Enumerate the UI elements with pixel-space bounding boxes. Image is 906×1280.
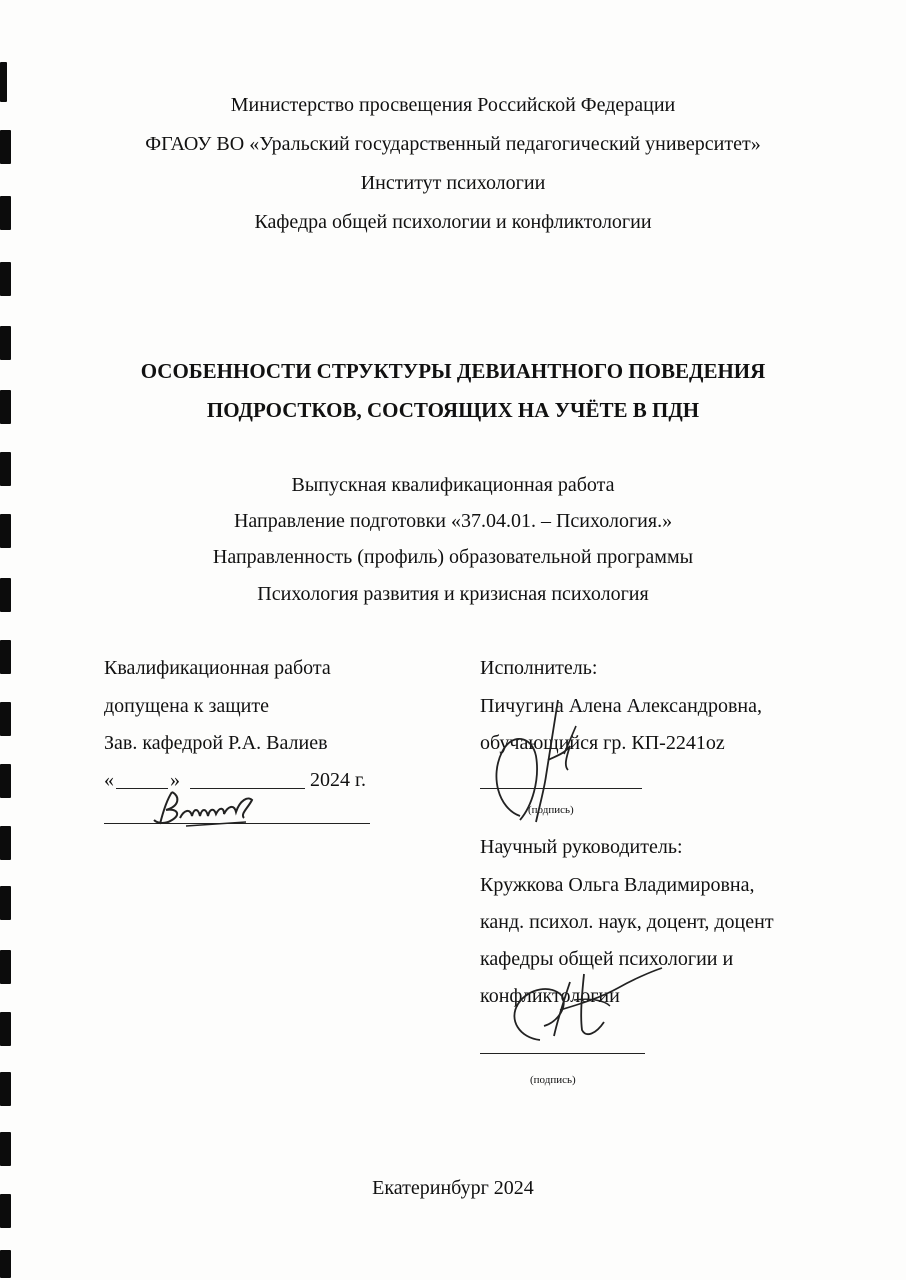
date-quote-close: » (170, 769, 180, 791)
date-year: 2024 г. (310, 769, 366, 791)
binding-mark (0, 1072, 11, 1106)
binding-mark (0, 826, 11, 860)
binding-mark (0, 886, 11, 920)
department-name: Кафедра общей психологии и конфликтологии (254, 211, 652, 233)
executor-group: обучающийся гр. КП-2241oz (480, 732, 725, 754)
study-direction: Направление подготовки «37.04.01. – Психология.» (233, 510, 673, 532)
institute-name: Институт психологии (360, 172, 546, 194)
ministry-name: Министерство просвещения Российской Федерации (230, 94, 676, 116)
binding-mark (0, 262, 11, 296)
department-head: Зав. кафедрой Р.А. Валиев (104, 732, 328, 754)
supervisor-name: Кружкова Ольга Владимировна, (480, 874, 755, 896)
supervisor-label: Научный руководитель: (480, 836, 683, 858)
supervisor-signature-line (480, 1053, 645, 1054)
approval-line-2: допущена к защите (104, 695, 269, 717)
executor-name: Пичугина Алена Александровна, (480, 695, 762, 717)
thesis-title-line-1: ОСОБЕННОСТИ СТРУКТУРЫ ДЕВИАНТНОГО ПОВЕДЕНИЯ (140, 359, 766, 383)
binding-mark (0, 764, 11, 798)
binding-mark (0, 1012, 11, 1046)
supervisor-degree: канд. психол. наук, доцент, доцент (480, 911, 774, 933)
binding-mark (0, 640, 11, 674)
approval-line-1: Квалификационная работа (104, 657, 331, 679)
work-type: Выпускная квалификационная работа (291, 474, 615, 496)
supervisor-department: кафедры общей психологии и (480, 948, 734, 970)
date-quote-open: « (104, 769, 114, 791)
binding-mark (0, 950, 11, 984)
binding-mark (0, 1250, 11, 1278)
profile-label: Направленность (профиль) образовательной программы (212, 546, 694, 568)
binding-mark (0, 1132, 11, 1166)
supervisor-department-cont: конфликтологии (480, 985, 620, 1007)
thesis-title-line-2: ПОДРОСТКОВ, СОСТОЯЩИХ НА УЧЁТЕ В ПДН (206, 398, 700, 422)
executor-signature (480, 696, 600, 836)
supervisor-signature-caption: (подпись) (530, 1074, 576, 1086)
binding-mark (0, 702, 11, 736)
profile-name: Психология развития и кризисная психология (257, 583, 649, 605)
university-name: ФГАОУ ВО «Уральский государственный педагогический университет» (145, 133, 761, 155)
city-year: Екатеринбург 2024 (372, 1177, 534, 1199)
executor-label: Исполнитель: (480, 657, 598, 679)
binding-mark (0, 326, 11, 360)
supervisor-signature (500, 960, 670, 1050)
head-signature (150, 786, 270, 830)
executor-signature-caption: (подпись) (528, 804, 574, 816)
